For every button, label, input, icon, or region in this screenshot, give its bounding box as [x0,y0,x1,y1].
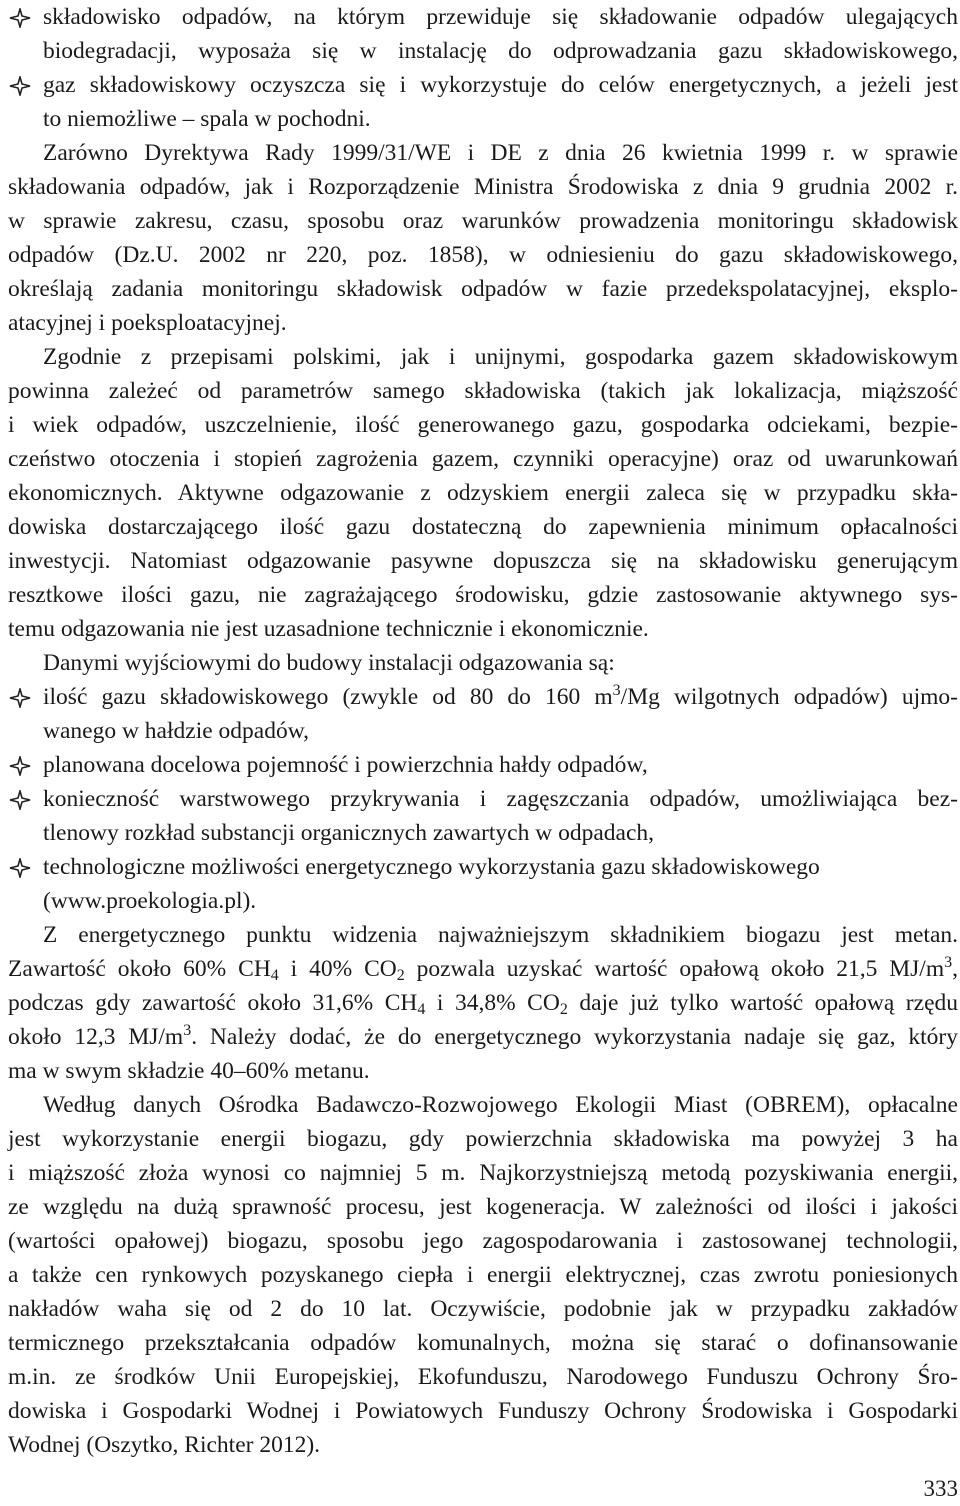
text-line: jest wykorzystanie energii biogazu, gdy powierzchnia składowiska ma powyżej 3 ha [8,1126,958,1152]
star-bullet-icon [8,68,32,102]
star-bullet-icon [8,782,32,816]
text-line: ma w swym składzie 40–60% metanu. [8,1058,370,1084]
text-line [8,136,958,170]
text-line [8,884,958,918]
text-line: nakładów waha się od 2 do 10 lat. Oczywiście, podobnie jak w przypadku zakładów [8,1296,958,1322]
bullet-text: biodegradacji, wyposaża się w instalację do odprowadzania gazu składowiskowego, [43,38,958,64]
text-line: powinna zależeć od parametrów samego składowiska (takich jak lokalizacja, miąższość [8,378,958,404]
text-line [8,34,958,68]
text-line: temu odgazowania nie jest uzasadnione technicznie i ekonomicznie. [8,616,649,642]
list-item [8,680,958,714]
text-line: ekonomicznych. Aktywne odgazowanie z odzyskiem energii zaleca się w przypadku skła- [8,480,958,506]
text-line [8,816,958,850]
text-line [8,68,958,102]
text-line: a także cen rynkowych pozyskanego ciepła i energii elektrycznej, czas zwrotu poniesionych [8,1262,958,1288]
list-item [8,782,958,816]
text-line: termicznego przekształcania odpadów komunalnych, można się starać o dofinansowanie [8,1330,958,1356]
text-line: w sprawie zakresu, czasu, sposobu oraz warunków prowadzenia monitoringu składowisk [8,208,958,234]
text-line: określają zadania monitoringu składowisk odpadów w fazie przedekspolatacyjnej, eksplo- [8,276,958,302]
text-line: Zawartość około 60% $CH_4$ i 40% $CO_2$ pozwala uzyskać wartość opałową około 21,5 $MJ/m^3$, [8,954,958,984]
bullet-text: to niemożliwe – spala w pochodni. [43,106,371,132]
bullet-text: składowisko odpadów, na którym przewiduje się składowanie odpadów ulegających [43,4,958,30]
text-line: atacyjnej i poeksploatacyjnej. [8,310,287,336]
text-line: około 12,3 $MJ/m^3$. Należy dodać, że do energetycznego wykorzystania nadaje się gaz, który [8,1022,958,1050]
paragraph-first-line: Zarówno Dyrektywa Rady 1999/31/WE i DE z dnia 26 kwietnia 1999 r. w sprawie [43,140,958,166]
page-number: 333 [923,1476,958,1501]
text-line: Wodnej (Oszytko, Richter 2012). [8,1432,321,1458]
text-line [8,0,958,34]
text-line: resztkowe ilości gazu, nie zagrażającego środowisku, gdzie zastosowanie aktywnego sys- [8,582,958,608]
text-line: dowiska i Gospodarki Wodnej i Powiatowych Funduszy Ochrony Środowiska i Gospodarki [8,1398,958,1424]
bullet-text: gaz składowiskowy oczyszcza się i wykorzystuje do celów energetycznych, a jeżeli jest [43,72,958,98]
text-line: dowiska dostarczającego ilość gazu dostateczną do zapewnienia minimum opłacalności [8,514,958,540]
star-bullet-icon [8,0,32,34]
text-line: i wiek odpadów, uszczelnienie, ilość generowanego gazu, gospodarka odciekami, bezpie- [8,412,958,438]
bullet-text: ilość gazu składowiskowego (zwykle od 80 do 160 $m^3/Mg$ wilgotnych odpadów) ujmo- [43,682,958,710]
text-line: podczas gdy zawartość około 31,6% $CH_4$ i 34,8% $CO_2$ daje już tylko wartość opałową rzędu [8,990,958,1018]
paragraph-first-line: Z energetycznego punktu widzenia najważniejszym składnikiem biogazu jest metan. [43,922,958,948]
text-line: i miąższość złoża wynosi co najmniej 5 m. Najkorzystniejszą metodą pozyskiwania energii, [8,1160,958,1186]
text-line: inwestycji. Natomiast odgazowanie pasywne dopuszcza się na składowisku generującym [8,548,958,574]
star-bullet-icon [8,748,32,782]
bullet-text: planowana docelowa pojemność i powierzchnia hałdy odpadów, [43,752,648,778]
text-line [8,646,958,680]
text-line [8,714,958,748]
text-line [8,340,958,374]
text-line: czeństwo otoczenia i stopień zagrożenia gazem, czynniki operacyjne) oraz od uwarunkowań [8,446,958,472]
bullet-text: konieczność warstwowego przykrywania i zagęszczania odpadów, umożliwiająca bez- [43,786,958,812]
bullet-text: technologiczne możliwości energetycznego wykorzystania gazu składowiskowego [43,854,820,880]
text-line: m.in. ze środków Unii Europejskiej, Ekofunduszu, Narodowego Funduszu Ochrony Śro- [8,1364,958,1390]
bullet-text: tlenowy rozkład substancji organicznych zawartych w odpadach, [43,820,654,846]
bullet-text: wanego w hałdzie odpadów, [43,718,310,744]
star-bullet-icon [8,680,32,714]
paragraph-first-line: Zgodnie z przepisami polskimi, jak i unijnymi, gospodarka gazem składowiskowym [43,344,958,370]
paragraph-first-line: Według danych Ośrodka Badawczo-Rozwojowego Ekologii Miast (OBREM), opłacalne [43,1092,958,1118]
list-item [8,748,958,782]
star-bullet-icon [8,850,32,884]
paragraph-first-line: Danymi wyjściowymi do budowy instalacji odgazowania są: [43,650,615,676]
text-line [8,918,958,952]
text-line: odpadów (Dz.U. 2002 nr 220, poz. 1858), w odniesieniu do gazu składowiskowego, [8,242,958,268]
text-line: ze względu na dużą sprawność procesu, jest kogeneracja. W zależności od ilości i jakości [8,1194,958,1220]
text-line: składowania odpadów, jak i Rozporządzenie Ministra Środowiska z dnia 9 grudnia 2002 r. [8,174,958,200]
text-line [8,102,958,136]
list-item [8,850,958,884]
text-line [8,1088,958,1122]
text-line: (wartości opałowej) biogazu, sposobu jego zagospodarowania i zastosowanej technologii, [8,1228,958,1254]
bullet-text: (www.proekologia.pl). [43,888,257,914]
